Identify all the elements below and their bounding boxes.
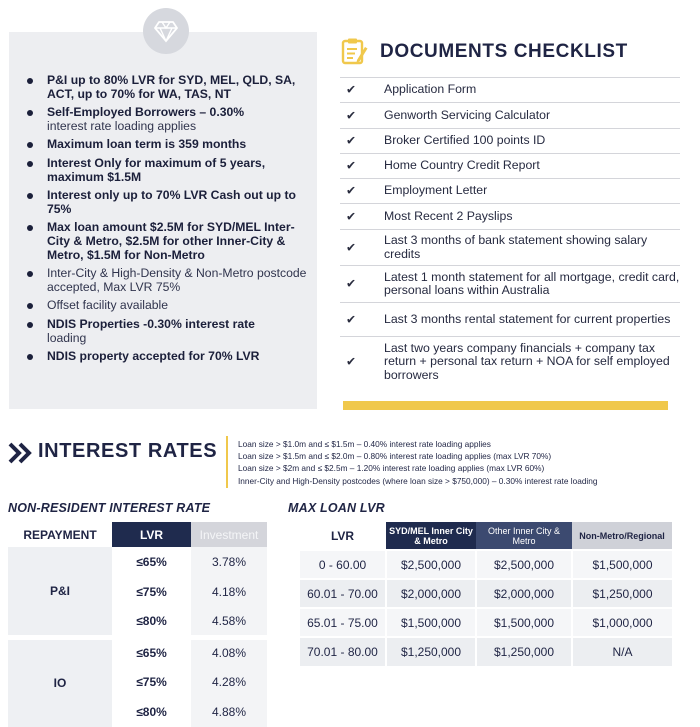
doc-item (340, 265, 680, 302)
lvr-range-cell: 0 - 60.00 (299, 550, 386, 579)
table-row (299, 637, 672, 666)
loading-note: Inner-City and High-Density postcodes (where loan size > $750,000) – 0.30% interest rate loading (238, 475, 598, 486)
lvr-range-cell: 60.01 - 70.00 (299, 579, 386, 608)
header-syd-mel: SYD/MEL Inner City & Metro (386, 522, 476, 550)
check-icon: ✔ (346, 82, 357, 97)
feature-item (27, 157, 309, 184)
feature-list (27, 74, 309, 369)
amount-cell: $1,000,000 (572, 608, 672, 637)
loading-note: Loan size > $1.5m and ≤ $2.0m – 0.80% interest rate loading applies (max LVR 70%) (238, 451, 552, 462)
features-panel (9, 32, 317, 409)
diamond-icon (154, 20, 178, 42)
doc-item-label: Employment Letter (384, 183, 488, 198)
doc-item-label: Application Form (384, 82, 477, 97)
header-lvr: LVR (112, 522, 191, 547)
lvr-cell: ≤65% (112, 637, 191, 667)
feature-text: Interest only up to 70% LVR Cash out up to 75% (47, 188, 296, 216)
doc-item-label: Last two years company financials + company tax return + personal tax return + NOA for self employed borrowers (384, 340, 670, 382)
feature-item (27, 350, 309, 364)
amount-cell: $2,000,000 (476, 579, 572, 608)
header-repayment: REPAYMENT (23, 527, 97, 542)
feature-text: Maximum loan term is 359 months (47, 137, 247, 152)
max-loan-title: MAX LOAN LVR (288, 501, 385, 515)
documents-header (338, 35, 688, 69)
feature-item (27, 106, 309, 133)
check-icon: ✔ (346, 158, 357, 173)
documents-title: DOCUMENTS CHECKLIST (380, 41, 628, 62)
rate-cell: 4.28% (191, 667, 267, 697)
group-label: P&I (8, 547, 112, 637)
non-resident-title: NON-RESIDENT INTEREST RATE (8, 501, 211, 515)
amount-cell: $1,500,000 (476, 608, 572, 637)
interest-rates-title: INTEREST RATES (38, 440, 218, 462)
doc-item-label: Last 3 months of bank statement showing salary credits (384, 233, 648, 261)
group-label: IO (8, 637, 112, 727)
check-icon: ✔ (346, 354, 357, 369)
check-icon: ✔ (346, 133, 357, 148)
feature-text: NDIS property accepted for 70% LVR (47, 349, 260, 364)
clipboard-icon (340, 37, 368, 65)
loading-note: Loan size > $1.0m and ≤ $1.5m – 0.40% interest rate loading applies (238, 439, 491, 449)
feature-text: Max loan amount $2.5M for SYD/MEL Inter-City & Metro, $2.5M for other Inner-City & Metro, $1.5M for Non-Metro (47, 220, 295, 262)
max-loan-table (298, 522, 672, 666)
feature-item (27, 74, 309, 101)
feature-item (27, 221, 309, 262)
feature-text: Interest Only for maximum of 5 years, maximum $1.5M (47, 155, 266, 184)
lvr-range-cell: 65.01 - 75.00 (299, 608, 386, 637)
rate-cell: 4.58% (191, 607, 267, 637)
check-icon: ✔ (346, 183, 357, 198)
amount-cell: $2,000,000 (386, 579, 476, 608)
bullet-dot (27, 322, 33, 328)
check-icon: ✔ (346, 239, 357, 254)
feature-text: Offset facility available (47, 298, 169, 313)
header-other-inner: Other Inner City & Metro (476, 522, 572, 550)
amount-cell: $2,500,000 (476, 550, 572, 579)
bullet-dot (27, 78, 33, 84)
lvr-cell: ≤75% (112, 577, 191, 607)
doc-item-label: Broker Certified 100 points ID (384, 133, 546, 148)
bullet-dot (27, 142, 33, 148)
header-lvr: LVR (299, 522, 386, 550)
table-row (8, 637, 267, 667)
diamond-badge (143, 8, 189, 54)
feature-item (27, 318, 309, 345)
bullet-dot (27, 193, 33, 199)
lvr-cell: ≤75% (112, 667, 191, 697)
table-header-row (299, 522, 672, 550)
amount-cell: $1,250,000 (572, 579, 672, 608)
doc-item-label: Most Recent 2 Payslips (384, 208, 513, 223)
feature-text: NDIS Properties -0.30% interest rate (47, 316, 255, 331)
table-row (299, 608, 672, 637)
feature-text: P&I up to 80% LVR for SYD, MEL, QLD, SA, ACT, up to 70% for WA, TAS, NT (47, 73, 296, 101)
header-investment: Investment (191, 522, 267, 547)
lvr-cell: ≤80% (112, 607, 191, 637)
doc-item (340, 336, 680, 387)
documents-list (340, 77, 680, 387)
amount-cell: $1,500,000 (572, 550, 672, 579)
gold-divider (226, 436, 228, 488)
bullet-dot (27, 110, 33, 116)
amount-cell: $1,250,000 (476, 637, 572, 666)
doc-item (340, 128, 680, 153)
check-icon: ✔ (346, 276, 357, 291)
amount-cell: $1,500,000 (386, 608, 476, 637)
table-header-row (8, 522, 267, 547)
doc-item-label: Home Country Credit Report (384, 158, 540, 173)
lvr-cell: ≤65% (112, 547, 191, 577)
feature-subtext: interest rate loading applies (47, 118, 197, 133)
feature-text: Inter-City & High-Density & Non-Metro postcode accepted, Max LVR 75% (47, 266, 307, 294)
table-row (299, 550, 672, 579)
doc-item-label: Latest 1 month statement for all mortgage, credit card, personal loans within Australia (384, 269, 680, 297)
rate-cell: 4.08% (191, 637, 267, 667)
check-icon: ✔ (346, 311, 357, 326)
feature-subtext: loading (47, 330, 87, 345)
table-row (8, 547, 267, 577)
rate-cell: 4.88% (191, 697, 267, 727)
bullet-dot (27, 354, 33, 360)
doc-item (340, 203, 680, 229)
doc-item (340, 229, 680, 265)
rate-cell: 3.78% (191, 547, 267, 577)
loading-note: Loan size > $2m and ≤ $2.5m – 1.20% interest rate loading applies (max LVR 60%) (238, 463, 545, 474)
lvr-cell: ≤80% (112, 697, 191, 727)
double-chevron-icon (8, 442, 34, 464)
feature-item (27, 299, 309, 313)
lvr-range-cell: 70.01 - 80.00 (299, 637, 386, 666)
bullet-dot (27, 303, 33, 309)
check-icon: ✔ (346, 208, 357, 223)
feature-item (27, 189, 309, 216)
amount-cell: $1,250,000 (386, 637, 476, 666)
feature-item (27, 138, 309, 152)
amount-cell: N/A (572, 637, 672, 666)
feature-text: Self-Employed Borrowers – 0.30% (47, 105, 245, 120)
bullet-dot (27, 271, 33, 277)
doc-item (340, 102, 680, 128)
gold-accent-bar (343, 401, 668, 410)
doc-item-label: Last 3 months rental statement for current properties (384, 311, 671, 326)
doc-item-label: Genworth Servicing Calculator (384, 107, 551, 122)
feature-item (27, 267, 309, 294)
bullet-dot (27, 225, 33, 231)
rate-cell: 4.18% (191, 577, 267, 607)
header-non-metro: Non-Metro/Regional (572, 522, 672, 550)
table-row (299, 579, 672, 608)
doc-item (340, 302, 680, 336)
check-icon: ✔ (346, 107, 357, 122)
doc-item (340, 178, 680, 203)
doc-item (340, 153, 680, 178)
non-resident-table (8, 522, 267, 727)
amount-cell: $2,500,000 (386, 550, 476, 579)
doc-item (340, 77, 680, 102)
bullet-dot (27, 161, 33, 167)
loading-notes (238, 438, 698, 487)
